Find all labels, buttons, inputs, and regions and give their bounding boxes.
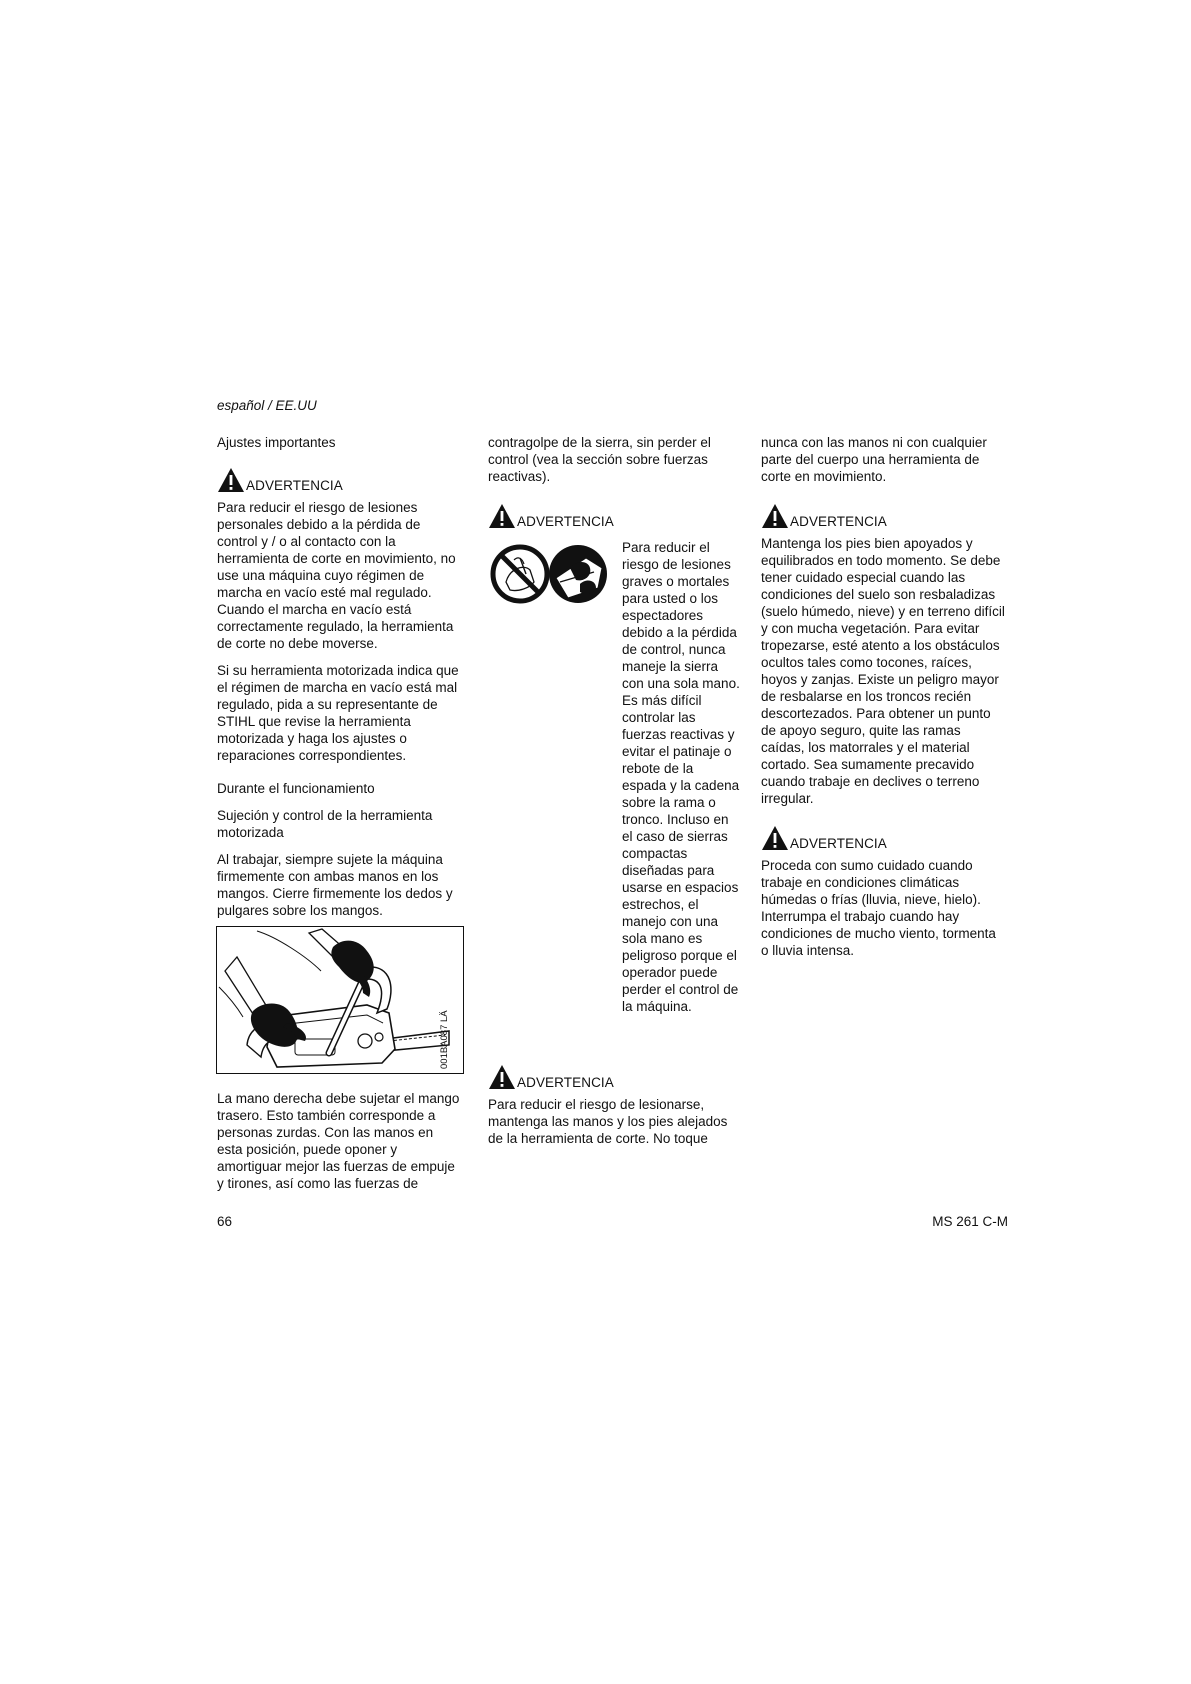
- warning-label-2: [488, 497, 733, 529]
- figure-code: 001BA087 LÄ: [439, 1010, 450, 1069]
- warning-text-1: Para reducir el riesgo de lesiones personales debido a la pérdida de control y / o al contacto con la herramienta de corte en movimiento, no use una máquina cuyo régimen de marcha en vacío esté mal regulado. Cuando el marcha en vacío está correctamente regulado, la herramienta de corte no debe moverse.: [217, 500, 456, 651]
- language-header: español / EE.UU: [217, 398, 317, 413]
- warning-triangle-icon: [488, 1064, 516, 1090]
- warning-label-text: ADVERTENCIA: [517, 1075, 614, 1090]
- paragraph-right-hand-wrapper: [217, 1090, 462, 1202]
- warning-triangle-icon: [761, 825, 789, 851]
- warning-label-3: [488, 1058, 733, 1090]
- warning-label-4: [761, 497, 1006, 529]
- warning-label-text: ADVERTENCIA: [790, 514, 887, 529]
- no-one-hand-operation-icon: [490, 538, 608, 610]
- warning-label-5: [761, 819, 1006, 851]
- paragraph-kickback: contragolpe de la sierra, sin perder el control (vea la sección sobre fuerzas reactivas).: [488, 435, 711, 484]
- figure-code-wrapper: [439, 1005, 453, 1069]
- section-heading-sujecion: Sujeción y control de la herramienta motorizada: [217, 808, 433, 840]
- warning-text-4: Mantenga los pies bien apoyados y equilibrados en todo momento. Se debe tener cuidado especial cuando las condiciones del suelo son resbaladizas (suelo húmedo, nieve) y en terreno difícil y con mucha vegetación. Para evitar tropezarse, esté atento a los obstáculos ocultos tales como tocones, raíces, hoyos y zanjas. Existe un peligro mayor de resbalarse en los troncos recién descortezados. Para obtener un punto de apoyo seguro, quite las ramas caídas, los matorrales y el material cortado. Sea sumamente precavido cuando trabaje en declives o terreno irregular.: [761, 536, 1005, 806]
- warning-text-3: Para reducir el riesgo de lesionarse, mantenga las manos y los pies alejados de la herramienta de corte. No toque: [488, 1097, 728, 1146]
- section-heading-ajustes: Ajustes importantes: [217, 435, 336, 450]
- warning-label-text: ADVERTENCIA: [246, 478, 343, 493]
- pictogram-group: [490, 538, 608, 610]
- warning-text-5: Proceda con sumo cuidado cuando trabaje en condiciones climáticas húmedas o frías (lluvia, nieve, hielo). Interrumpa el trabajo cuando hay condiciones de mucho viento, tormenta o lluvia intensa.: [761, 858, 996, 958]
- column-1: [217, 434, 462, 929]
- section-heading-funcionamiento: Durante el funcionamiento: [217, 781, 375, 796]
- paragraph-hold-firmly: Al trabajar, siempre sujete la máquina firmemente con ambas manos en los mangos. Cierre firmemente los dedos y pulgares sobre los mangos.: [217, 852, 453, 918]
- model-name: MS 261 C-M: [932, 1214, 1008, 1229]
- warning-triangle-icon: [761, 503, 789, 529]
- warning-text-2: Para reducir el riesgo de lesiones graves o mortales para usted o los espectadores debido a la pérdida de control, nunca maneje la sierra con una sola mano. Es más difícil controlar las fuerzas reactivas y evitar el patinaje o rebote de la espada y la cadena sobre la rama o tronco. Incluso en el caso de sierras compactas diseñadas para usarse en espacios estrechos, el manejo con una sola mano es peligroso porque el operador puede perder el control de la máquina.: [622, 540, 740, 1014]
- warning-label-text: ADVERTENCIA: [517, 514, 614, 529]
- column-2: [488, 434, 733, 535]
- column-3: [761, 434, 1006, 969]
- column-2-bottom: [488, 1058, 733, 1157]
- paragraph-idle-adjust: Si su herramienta motorizada indica que el régimen de marcha en vacío está mal regulado, pida a su representante de STIHL que revise la herramienta motorizada y haga los ajustes o reparaciones correspondientes.: [217, 663, 459, 763]
- paragraph-right-hand: La mano derecha debe sujetar el mango trasero. Esto también corresponde a personas zurdas. Con las manos en esta posición, puede oponer y amortiguar mejor las fuerzas de empuje y tirones, así como las fuerzas de: [217, 1091, 460, 1191]
- warning-label-text: ADVERTENCIA: [790, 836, 887, 851]
- warning-label-1: [217, 461, 462, 493]
- warning-triangle-icon: [217, 467, 245, 493]
- chainsaw-grip-figure: [216, 926, 464, 1074]
- hands-on-chainsaw-illustration: [217, 927, 463, 1073]
- warning-triangle-icon: [488, 503, 516, 529]
- paragraph-do-not-touch: nunca con las manos ni con cualquier parte del cuerpo una herramienta de corte en movimiento.: [761, 435, 987, 484]
- page-number: 66: [217, 1214, 233, 1229]
